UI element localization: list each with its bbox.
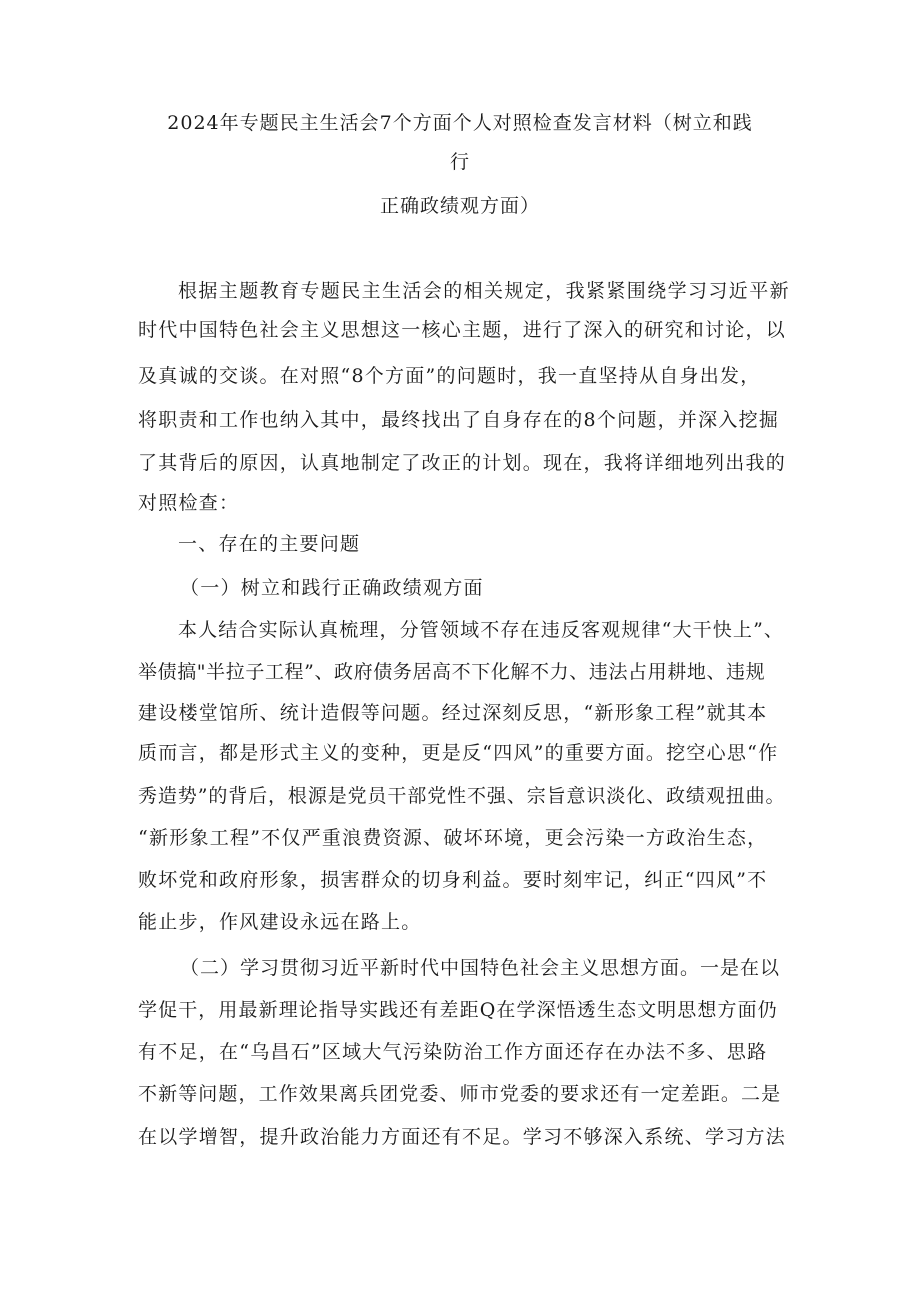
paragraph-2-line-8: 能止步，作风建设永远在路上。 [138, 911, 422, 933]
paragraph-1-line-2: 时代中国特色社会主义思想这一核心主题，进行了深入的研究和讨论，以 [138, 319, 787, 341]
paragraph-2-line-2: 举债搞"半拉子工程”、政府债务居高不下化解不力、违法占用耕地、违规 [138, 661, 766, 683]
document-title-line-1: 2024年专题民主生活会7个方面个人对照检查发言材料（树立和践 [167, 112, 753, 134]
paragraph-3-line-2: 学促干，用最新理论指导实践还有差距Q在学深悟透生态文明思想方面仍 [138, 999, 778, 1021]
paragraph-3-line-1: （二）学习贯彻习近平新时代中国特色社会主义思想方面。一是在以 [180, 957, 781, 979]
paragraph-1-line-6: 对照检查： [138, 492, 240, 514]
paragraph-2-line-7: 败坏党和政府形象，损害群众的切身利益。要时刻牢记，纠正“四风”不 [138, 869, 768, 891]
subsection-heading-1: （一）树立和践行正确政绩观方面 [180, 577, 484, 599]
document-title-line-3: 正确政绩观方面） [379, 195, 540, 217]
paragraph-2-line-4: 质而言，都是形式主义的变种，更是反“四风”的重要方面。挖空心思“作 [138, 742, 779, 764]
paragraph-1-line-4: 将职责和工作也纳入其中，最终找出了自身存在的8个问题，并深入挖掘 [138, 409, 780, 431]
paragraph-2-line-6: “新形象工程”不仅严重浪费资源、破坏环境，更会污染一方政治生态， [138, 827, 768, 849]
paragraph-3-line-5: 在以学增智，提升政治能力方面还有不足。学习不够深入系统、学习方法 [138, 1126, 787, 1148]
section-heading-1: 一、存在的主要问题 [178, 533, 361, 555]
paragraph-3-line-3: 有不足，在“乌昌石”区域大气污染防治工作方面还存在办法不多、思路 [138, 1041, 768, 1063]
paragraph-2-line-3: 建设楼堂馆所、统计造假等问题。经过深刻反思，“新形象工程”就其本 [138, 702, 768, 724]
paragraph-3-line-4: 不新等问题，工作效果离兵团党委、师市党委的要求还有一定差距。二是 [138, 1083, 782, 1105]
paragraph-1-line-5: 了其背后的原因，认真地制定了改正的计划。现在，我将详细地列出我的 [138, 452, 787, 474]
paragraph-1-line-3: 及真诚的交谈。在对照“8个方面”的问题时，我一直坚持从自身出发， [138, 365, 761, 387]
document-title-line-2: 行 [449, 151, 470, 173]
paragraph-2-line-5: 秀造势”的背后，根源是党员干部党性不强、宗旨意识淡化、政绩观扭曲。 [138, 785, 786, 807]
paragraph-2-line-1: 本人结合实际认真梳理，分管领域不存在违反客观规律“大干快上”、 [178, 619, 785, 641]
paragraph-1-line-1: 根据主题教育专题民主生活会的相关规定，我紧紧围绕学习习近平新 [178, 280, 791, 302]
